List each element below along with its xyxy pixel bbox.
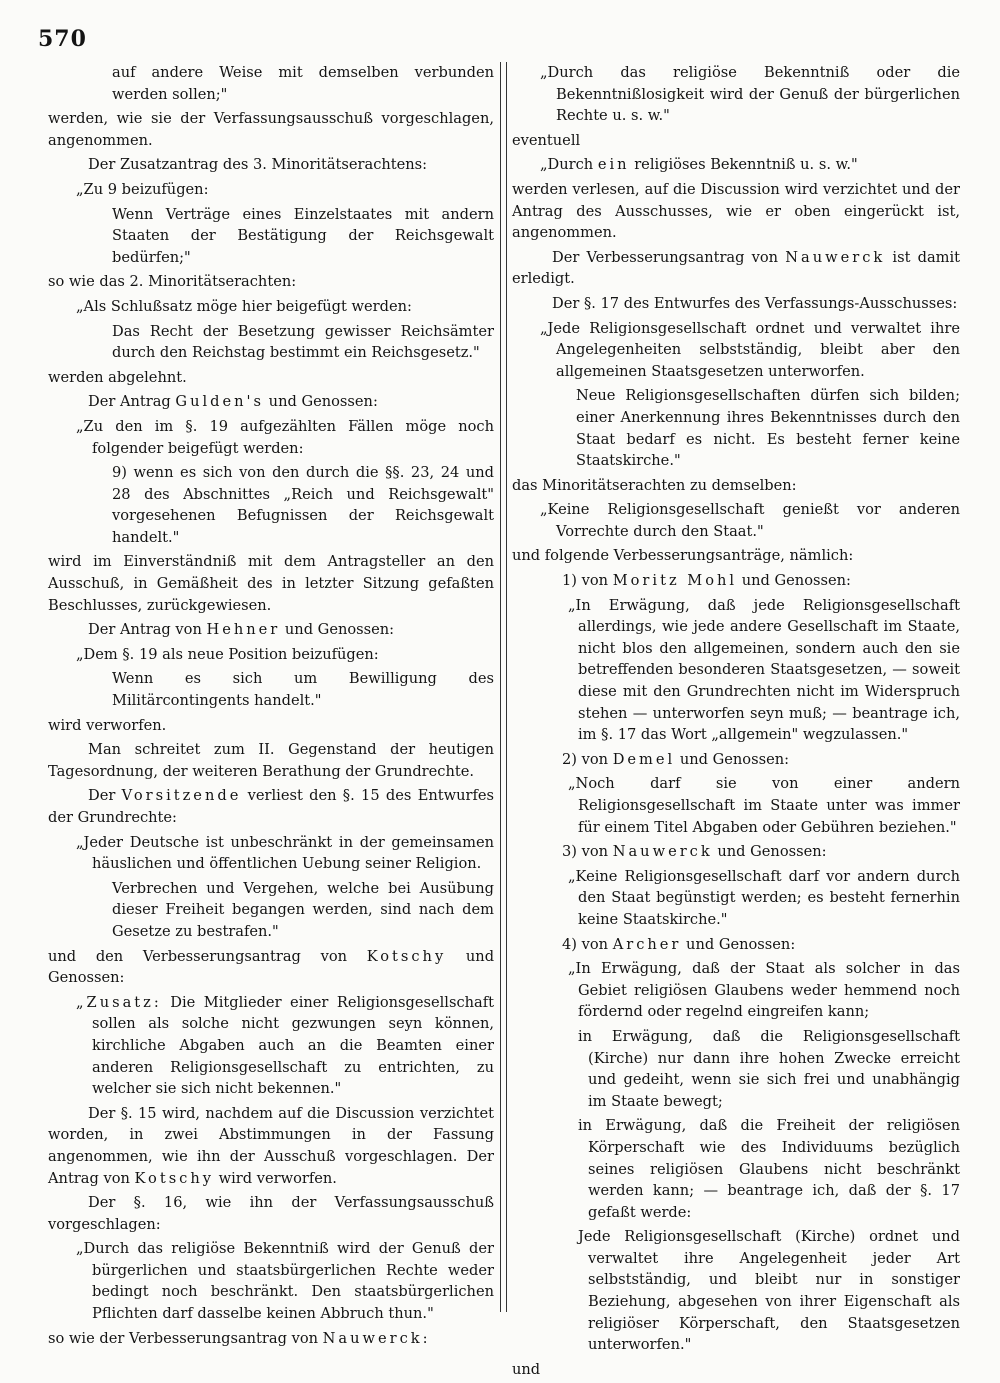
paragraph — [48, 1103, 494, 1189]
paragraph: werden, wie sie der Verfassungsausschuß vorgeschlagen, angenommen. — [48, 110, 494, 149]
paragraph — [48, 619, 494, 641]
speaker-name: Nauwerck — [322, 1329, 423, 1347]
text: Der Antrag von — [88, 621, 202, 639]
text: Der Verbesserungsantrag von — [552, 248, 779, 266]
text: 1) von — [562, 572, 609, 590]
speaker-name: Vorsitzende — [121, 787, 242, 805]
text: und Genossen: — [284, 621, 395, 639]
column-divider — [500, 62, 507, 1312]
paragraph: eventuell — [512, 131, 581, 149]
text: Der §. 15 wird, nachdem auf die Discussion verzichtet worden, in zwei Abstimmungen in der Fassung angenommen, wie ihn der Ausschuß vorgeschlagen. Der Antrag von — [48, 1104, 494, 1187]
quote-text: Das Recht der Besetzung gewisser Reichsämter durch den Reichstag bestimmt ein Reichsgesetz." — [112, 322, 494, 362]
speaker-name: Archer — [612, 935, 682, 953]
paragraph — [48, 785, 494, 828]
page-number: 570 — [38, 26, 87, 52]
quote-text: Neue Religionsgesellschaften dürfen sich bilden; einer Anerkennung ihres Bekenntnisses durch den Staat bedarf es nicht. Es besteht ferner keine Staatskirche." — [576, 387, 960, 470]
paragraph: Der Zusatzantrag des 3. Minoritätserachtens: — [88, 156, 428, 174]
text: : — [422, 1329, 428, 1347]
quote-heading: „Dem §. 19 als neue Position beizufügen: — [76, 645, 379, 663]
quote-text: „Durch das religiöse Bekenntniß wird der Genuß der bürgerlichen und staatsbürgerlichen Rechte weder bedingt noch beschränkt. Den staatsbürgerlichen Pflichten darf dasselbe keinen Abbruch thun." — [76, 1240, 494, 1323]
quote-text: „Keine Religionsgesellschaft genießt vor anderen Vorrechte durch den Staat." — [540, 501, 960, 540]
text: und Genossen: — [268, 393, 378, 411]
text: 4) von — [562, 935, 609, 953]
speaker-name: Gulden's — [175, 393, 265, 411]
quote-text: „Noch darf sie von einer andern Religionsgesellschaft im Staate unter was immer für einem Titel Abgaben oder Gebühren beziehen." — [568, 775, 960, 836]
quote-text: Jede Religionsgesellschaft (Kirche) ordnet und verwaltet ihre Angelegenheit jeder Art selbstständig, und bleibt nur in sonstiger Beziehung, abgesehen von ihrer Eigenschaft als religiöser Körperschaft, den Staatsgesetzen unterworfen." — [578, 1228, 960, 1354]
paragraph — [48, 1328, 494, 1350]
paragraph: Der §. 17 des Entwurfes des Verfassungs-Ausschusses: — [552, 294, 958, 312]
text: Der Antrag — [88, 393, 171, 411]
text: wird verworfen. — [218, 1169, 337, 1187]
speaker-name: Moritz Mohl — [612, 572, 738, 590]
paragraph — [48, 946, 494, 989]
speaker-name: Demel — [612, 750, 676, 768]
quote-text: Wenn Verträge eines Einzelstaates mit andern Staaten der Bestätigung der Reichsgewalt bedürfen;" — [112, 205, 494, 266]
list-item — [512, 749, 960, 771]
paragraph: das Minoritätserachten zu demselben: — [512, 476, 797, 494]
quote-text: Wenn es sich um Bewilligung des Militärcontingents handelt." — [112, 670, 494, 710]
quote-heading: „Zu 9 beizufügen: — [76, 180, 209, 198]
speaker-name: Kotschy — [134, 1169, 214, 1187]
list-item — [512, 841, 960, 863]
paragraph: so wie das 2. Minoritätserachten: — [48, 273, 297, 291]
text: 2) von — [562, 750, 609, 768]
paragraph: auf andere Weise mit demselben verbunden werden sollen;" — [112, 64, 494, 103]
text: „Zusatz: — [76, 993, 162, 1011]
emphasis: ein — [597, 156, 630, 174]
quote-text: „Durch das religiöse Bekenntniß oder die Bekenntnißlosigkeit wird der Genuß der bürgerlichen Rechte u. s. w." — [540, 64, 960, 125]
paragraph: Der §. 16, wie ihn der Verfassungsausschuß vorgeschlagen: — [48, 1194, 494, 1233]
paragraph: und folgende Verbesserungsanträge, nämlich: — [512, 547, 854, 565]
quote-text — [512, 154, 960, 176]
paragraph — [512, 247, 960, 290]
quote-text: 9) wenn es sich von den durch die §§. 23, 24 und 28 des Abschnittes „Reich und Reichsgewalt" vorgesehenen Befugnissen der Reichsgewalt handelt." — [112, 464, 494, 546]
quote-heading: „Als Schlußsatz möge hier beigefügt werden: — [76, 297, 412, 315]
text: Der — [88, 787, 116, 805]
text: Die Mitglieder einer Religionsgesellschaft sollen als solche nicht gezwungen seyn können, kirchliche Abgaben auch an die Beamten einer anderen Religionsgesellschaft zu entrichten, zu welcher sie sich nicht bekennen." — [92, 993, 494, 1098]
quote-text: „Jeder Deutsche ist unbeschränkt in der gemeinsamen häuslichen und öffentlichen Uebung seiner Religion. — [76, 833, 494, 873]
quote-text — [48, 992, 494, 1100]
paragraph: werden verlesen, auf die Discussion wird verzichtet und der Antrag des Ausschusses, wie er oben eingerückt ist, angenommen. — [512, 180, 960, 242]
quote-text: Verbrechen und Vergehen, welche bei Ausübung dieser Freiheit begangen werden, sind nach dem Gesetze zu bestrafen." — [112, 879, 494, 940]
quote-heading: „Zu den im §. 19 aufgezählten Fällen möge noch folgender beigefügt werden: — [76, 417, 494, 457]
paragraph: und — [512, 1360, 541, 1378]
text: und Genossen: — [686, 935, 796, 953]
paragraph: wird im Einverständniß mit dem Antragsteller an den Ausschuß, in Gemäßheit des in letzter Sitzung gefaßten Beschlusses, zurückgewiesen. — [48, 553, 494, 614]
text: und den Verbesserungsantrag von — [48, 947, 348, 965]
text: so wie der Verbesserungsantrag von — [48, 1329, 319, 1347]
quote-text: „Jede Religionsgesellschaft ordnet und verwaltet ihre Angelegenheiten selbstständig, bleibt aber den allgemeinen Staatsgesetzen unterworfen. — [540, 319, 960, 380]
speaker-name: Nauwerck — [785, 248, 886, 266]
text: und Genossen: — [717, 843, 827, 861]
text: „Durch — [540, 156, 594, 174]
text: verliest den §. 15 des Entwurfes der Grundrechte: — [48, 787, 495, 826]
quote-text: „Keine Religionsgesellschaft darf vor andern durch den Staat begünstigt werden; es besteht fernerhin keine Staatskirche." — [568, 867, 960, 928]
paragraph — [48, 391, 494, 413]
list-item — [512, 934, 960, 956]
quote-text: in Erwägung, daß die Freiheit der religiösen Körperschaft wie des Individuums bezüglich seines religiösen Glaubens nicht beschränkt werden kann; — beantrage ich, daß der §. 17 gefaßt werde: — [578, 1117, 960, 1221]
paragraph: Man schreitet zum II. Gegenstand der heutigen Tagesordnung, der weiteren Berathung der Grundrechte. — [48, 741, 494, 780]
text: religiöses Bekenntniß u. s. w." — [634, 156, 858, 174]
text: 3) von — [562, 843, 609, 861]
text: und Genossen: — [679, 750, 790, 768]
list-item — [512, 570, 960, 592]
quote-text: „In Erwägung, daß der Staat als solcher in das Gebiet religiösen Glaubens weder hemmend noch fördernd oder regelnd eingreifen kann; — [568, 960, 960, 1021]
text: ist damit erledigt. — [512, 248, 961, 288]
quote-text: in Erwägung, daß die Religionsgesellschaft (Kirche) nur dann ihre hohen Zwecke erreicht und gedeiht, wenn sie sich frei und unabhängig im Staate bewegt; — [578, 1027, 960, 1110]
paragraph: werden abgelehnt. — [48, 368, 187, 386]
speaker-name: Hehner — [206, 621, 281, 639]
paragraph: wird verworfen. — [48, 716, 167, 734]
speaker-name: Kotschy — [366, 947, 447, 965]
right-column — [512, 62, 960, 1383]
text: und Genossen: — [48, 947, 495, 987]
left-column — [48, 62, 494, 1352]
text: und Genossen: — [741, 572, 851, 590]
speaker-name: Nauwerck — [612, 843, 713, 861]
quote-text: „In Erwägung, daß jede Religionsgesellschaft allerdings, wie jede andere Gesellschaft im Staate, nicht blos den allgemeinen, sondern auch den sie betreffenden besonderen Staatsgesetzen, — soweit diese mit den Grundrechten nicht im Widerspruch stehen — unterworfen seyn muß; — beantrage ich, im §. 17 das Wort „allgemein" wegzulassen." — [568, 596, 960, 744]
